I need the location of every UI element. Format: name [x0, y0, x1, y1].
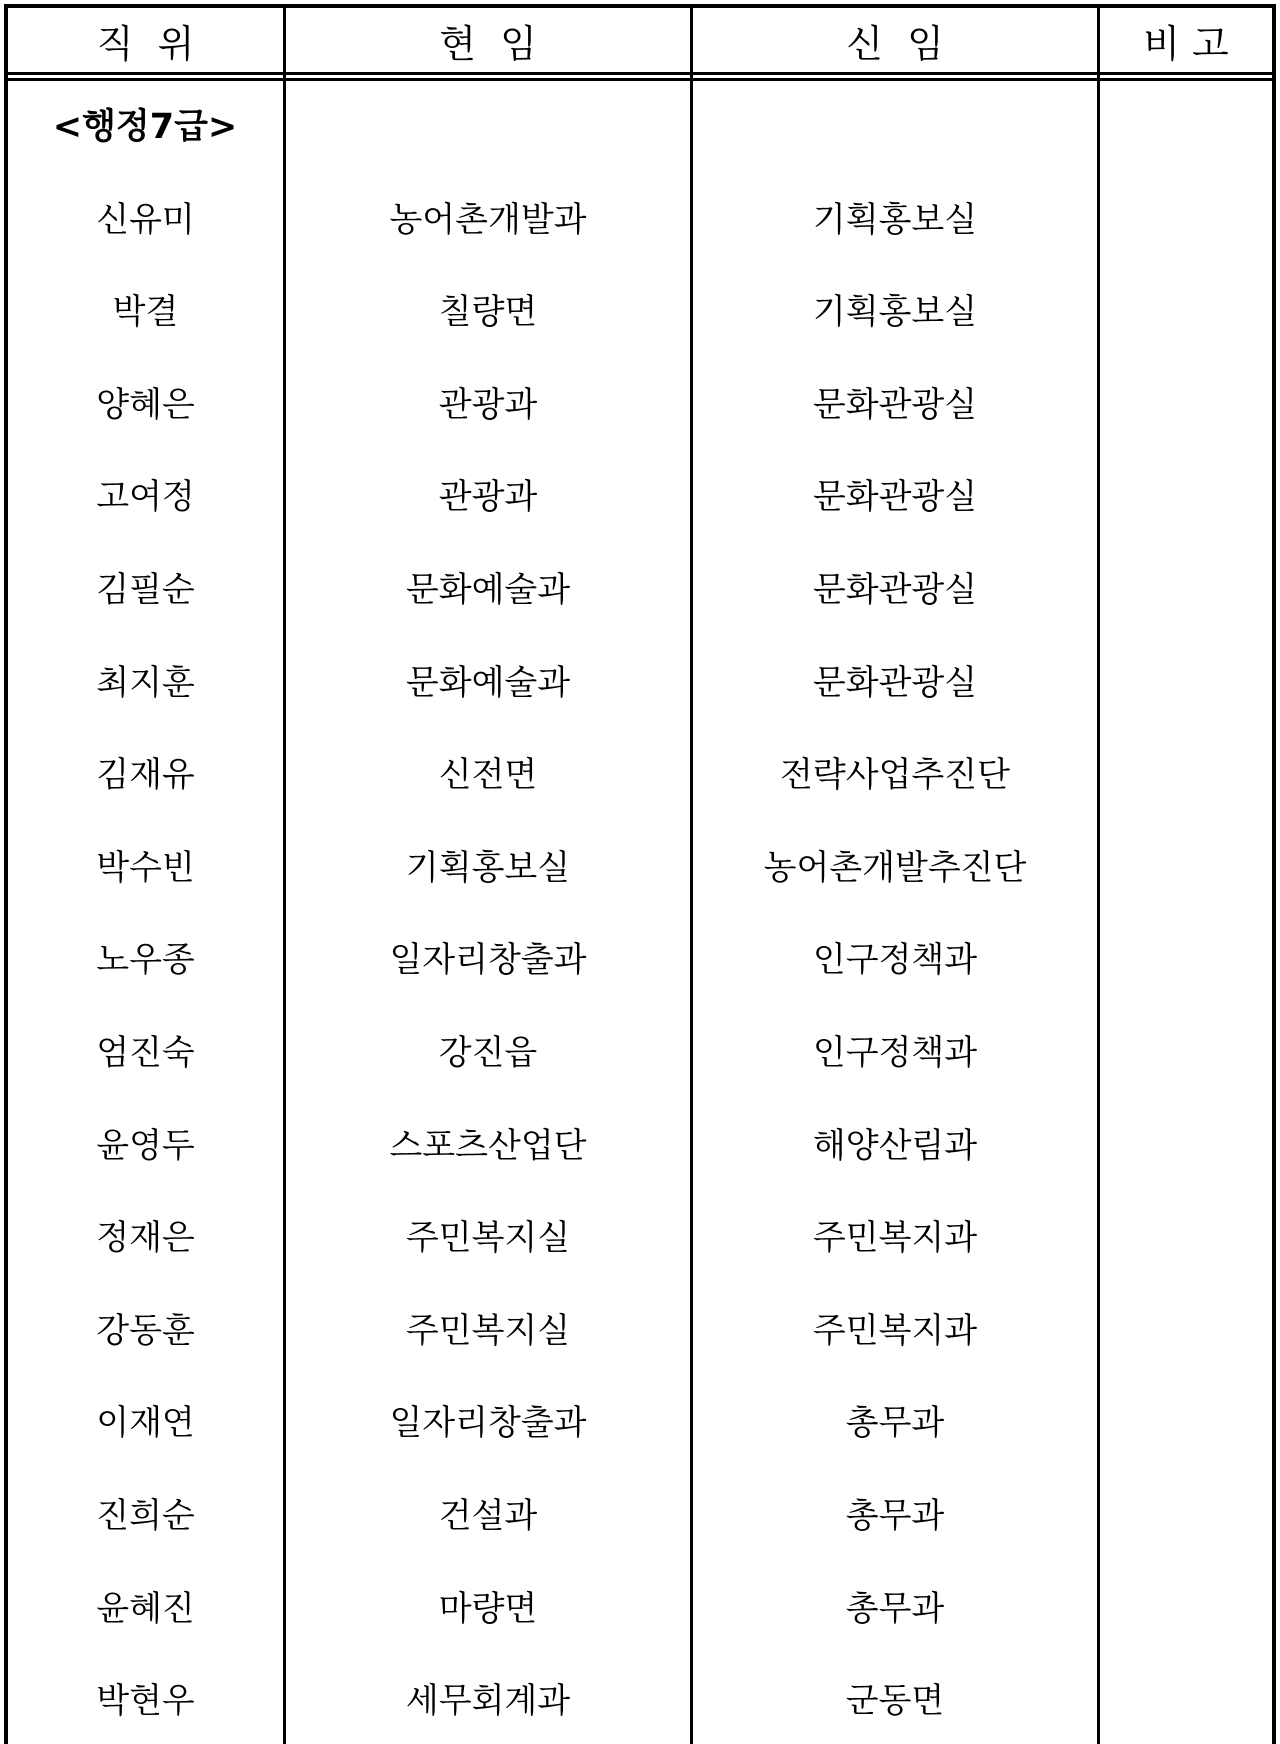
header-current: 현 임	[439, 21, 537, 66]
row-name: 고여정	[96, 477, 195, 518]
row-current-post: 일자리창출과	[389, 1403, 587, 1444]
row-name: 이재연	[96, 1403, 195, 1444]
row-current-post: 신전면	[438, 755, 538, 796]
row-name: 박결	[112, 292, 179, 333]
row-name: 박수빈	[96, 847, 195, 888]
row-new-post: 주민복지과	[812, 1310, 978, 1351]
row-current-post: 스포츠산업단	[389, 1125, 587, 1166]
row-current-post: 기획홍보실	[405, 847, 571, 888]
row-name: 윤혜진	[96, 1588, 195, 1629]
row-new-post: 군동면	[845, 1681, 945, 1722]
row-current-post: 관광과	[438, 384, 538, 425]
row-current-post: 건설과	[438, 1495, 538, 1536]
row-name: 윤영두	[96, 1125, 195, 1166]
row-name: 김필순	[96, 569, 195, 610]
row-note	[1100, 1096, 1272, 1188]
row-name: 김재유	[96, 755, 195, 796]
row-current-post: 마량면	[438, 1588, 538, 1629]
row-new-post: 인구정책과	[812, 1032, 978, 1073]
row-note	[1100, 1652, 1272, 1744]
header-divider-top	[4, 72, 1276, 75]
row-note	[1100, 170, 1272, 262]
row-name: 신유미	[96, 199, 195, 240]
row-note	[1100, 448, 1272, 540]
row-new-post: 총무과	[845, 1588, 945, 1629]
row-current-post: 세무회계과	[405, 1681, 571, 1722]
row-new-post: 문화관광실	[812, 384, 978, 425]
row-current-post: 문화예술과	[405, 662, 571, 703]
row-name: 양혜은	[96, 384, 195, 425]
row-note	[1100, 263, 1272, 355]
row-current-post: 주민복지실	[405, 1218, 571, 1259]
row-note	[1100, 1189, 1272, 1281]
row-note	[1100, 726, 1272, 818]
row-note	[1100, 1003, 1272, 1095]
row-note	[1100, 1559, 1272, 1651]
row-name: 박현우	[96, 1681, 195, 1722]
row-name: 진희순	[96, 1495, 195, 1536]
row-current-post: 일자리창출과	[389, 940, 587, 981]
row-new-post: 총무과	[845, 1403, 945, 1444]
row-new-post: 문화관광실	[812, 662, 978, 703]
row-new-post: 인구정책과	[812, 940, 978, 981]
row-new-post: 농어촌개발추진단	[763, 847, 1027, 888]
row-name: 정재은	[96, 1218, 195, 1259]
row-name: 강동훈	[96, 1310, 195, 1351]
row-name: 엄진숙	[96, 1032, 195, 1073]
row-current-post: 주민복지실	[405, 1310, 571, 1351]
row-current-post: 강진읍	[438, 1032, 538, 1073]
header-new: 신 임	[846, 21, 944, 66]
row-new-post: 해양산림과	[812, 1125, 978, 1166]
row-current-post: 문화예술과	[405, 569, 571, 610]
row-current-post: 칠량면	[438, 292, 538, 333]
row-current-post: 농어촌개발과	[389, 199, 587, 240]
row-new-post: 총무과	[845, 1495, 945, 1536]
row-name: 최지훈	[96, 662, 195, 703]
row-name: 노우종	[96, 940, 195, 981]
row-note	[1100, 818, 1272, 910]
row-new-post: 주민복지과	[812, 1218, 978, 1259]
row-new-post: 문화관광실	[812, 477, 978, 518]
row-new-post: 전략사업추진단	[780, 755, 1010, 796]
header-position: 직 위	[96, 21, 195, 66]
row-note	[1100, 540, 1272, 632]
row-note	[1100, 1466, 1272, 1558]
section-label: <행정7급>	[52, 107, 238, 147]
row-note	[1100, 355, 1272, 447]
row-note	[1100, 1281, 1272, 1373]
row-note	[1100, 911, 1272, 1003]
row-note	[1100, 1374, 1272, 1466]
row-current-post: 관광과	[438, 477, 538, 518]
row-note	[1100, 633, 1272, 725]
row-new-post: 문화관광실	[812, 569, 978, 610]
row-new-post: 기획홍보실	[812, 199, 978, 240]
row-new-post: 기획홍보실	[812, 292, 978, 333]
header-note: 비 고	[1143, 21, 1229, 66]
